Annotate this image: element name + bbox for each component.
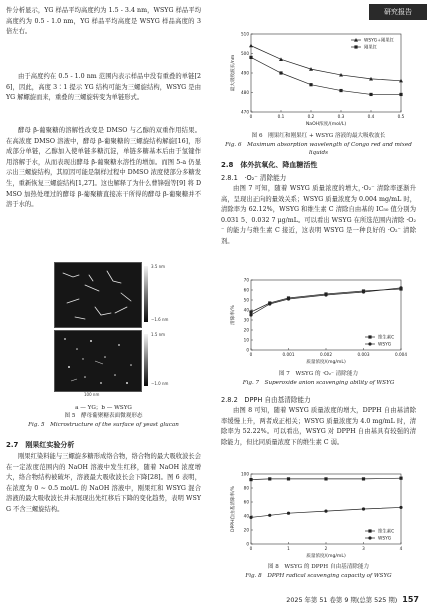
scale-a-top: 3.5 nm (151, 264, 166, 269)
chart-dpph (221, 470, 416, 562)
figure-5-caption-en: Fig. 5 Microstructure of the surface of yeast glucan (28, 422, 179, 428)
legend-marker (368, 335, 371, 338)
afm-image-yg (54, 262, 142, 328)
data-point (249, 478, 252, 481)
heading-2-7: 2.7 刚果红实验分析 (6, 441, 75, 449)
x-tick-label: 1 (287, 546, 290, 551)
chart-superoxide (221, 276, 416, 368)
data-point (268, 514, 271, 517)
heading-2-8-1: 2.8.1 ·O₂⁻ 清除能力 (221, 174, 287, 182)
y-tick-label: 40 (243, 307, 249, 313)
data-point (399, 93, 402, 96)
x-tick-label: 0.5 (397, 114, 405, 119)
y-tick-label: 0 (246, 347, 249, 353)
chart-congo-red (221, 30, 416, 130)
paragraph-superoxide: 由图 7 可知，随着 WSYG 质量浓度的增大，·O₂⁻ 清除率逐渐升高，呈现出正向的量效关系；WSYG 质量浓度为 0.004 mg/mL 时，清除率为 62.12%，WSYG 和维生素 C 清除自由基的 IC₅₀ 值分别为 0.031 5、0.032 7 μg/mL。可以看出 WSYG 在所选范围内清除 ·O₂⁻ 的能力与维生素 C 接近，这表明 WSYG 是一种良好的 ·O₂⁻ 清除剂。 (221, 185, 416, 245)
y-tick-label: 70 (243, 277, 249, 283)
data-point (324, 477, 327, 480)
data-point (249, 310, 252, 313)
y-tick-label: 100 (241, 471, 249, 477)
data-point (249, 313, 252, 316)
x-axis-label: 质量浓度/(mg/mL) (306, 360, 346, 365)
height-scale-a (144, 266, 148, 322)
data-point (279, 57, 283, 61)
x-tick-label: 0.3 (337, 114, 345, 119)
data-point (369, 93, 372, 96)
series-line (251, 46, 401, 81)
figure-7-caption-en: Fig. 7 Superoxide anion scavenging ability of WSYG (242, 380, 395, 386)
data-point (279, 71, 282, 74)
data-point (324, 293, 327, 296)
figure-8-caption-en: Fig. 8 DPPH radical scavenging capacity of WSYG (245, 573, 392, 579)
x-tick-label: 0.003 (357, 352, 370, 357)
page-footer (286, 595, 419, 604)
scale-a-bottom: −1.6 nm (151, 317, 169, 322)
figure-7-caption-cn: 图 7 WSYG 的 ·O₂⁻ 清除能力 (278, 371, 359, 377)
data-point (249, 44, 253, 48)
paragraph-dpph: 由图 8 可知，随着 WSYG 质量浓度的增大，DPPH 自由基清除率缓慢上升，两者成正相关；WSYG 质量浓度为 4.0 mg/mL 时，清除率为 52.22%。可以看出，WSYG 对 DPPH 自由基具有较强的清除能力，但比同质量浓度下的维生素 C 弱。 (221, 407, 416, 446)
figure-6-caption-en: Fig. 6 Maximum absorption wavelength of Congo red and mixed liquids (225, 142, 412, 157)
x-tick-label: 0.001 (282, 352, 295, 357)
data-point (324, 510, 327, 513)
y-tick-label: 40 (243, 513, 249, 519)
data-point (268, 302, 271, 305)
data-point (399, 477, 402, 480)
y-tick-label: 30 (243, 317, 249, 323)
x-tick-label: 0 (249, 114, 253, 119)
data-point (287, 512, 290, 515)
series-line (251, 288, 401, 315)
figure-5-caption-cn: 图 5 酵母葡聚糖表面微观形态 (64, 413, 143, 419)
legend-label: WSYG+刚果红 (364, 38, 395, 44)
legend-marker (368, 342, 371, 345)
legend-label: WSYG (378, 342, 392, 348)
y-tick-label: 470 (241, 109, 249, 115)
y-axis-label: 清除率/% (231, 305, 236, 325)
y-tick-label: 60 (243, 499, 249, 505)
data-point (339, 89, 342, 92)
y-tick-label: 80 (243, 485, 249, 491)
afm-image-wsyg (54, 330, 142, 392)
data-point (362, 290, 365, 293)
page-number: 157 (402, 595, 419, 604)
x-tick-label: 0.4 (367, 114, 375, 119)
legend-label: WSYG (378, 536, 392, 542)
y-tick-label: 490 (241, 70, 249, 76)
journal-issue: 2025 年第 51 卷第 9 期(总第 525 期) (286, 596, 398, 604)
figure-8-caption-cn: 图 8 WSYG 的 DPPH 自由基清除能力 (267, 564, 370, 570)
x-tick-label: 0.2 (307, 114, 315, 119)
afm-texture-yg (55, 263, 141, 327)
data-point (362, 477, 365, 480)
y-tick-label: 20 (243, 527, 249, 533)
scale-b-bottom: −1.0 nm (151, 381, 169, 386)
data-point (249, 56, 252, 59)
x-tick-label: 4 (399, 546, 403, 551)
x-tick-label: 0.002 (320, 352, 332, 357)
paragraph-solubility: 酵母 β-葡聚糖的溶解性改变是 DMSO 与乙醇的双重作用结果。在高浓度 DMSO 溶液中，酵母 β-葡聚糖的三螺旋结构解旋[16]，形成部分单链，乙醇加入使单链多糖沉淀，单链多糖基本后由于氢键作用溶解于水，从而表现出酵母 β-葡聚糖水溶性的增加。而图 5-a 仍显示出三螺旋结构，其原因可能是制样过程中 DMSO 浓度使部分多糖发生，重新恢复三螺旋结构[1,27]。这也解释了为什么曹锋强等[9] 将 DMSO 加热处理过的酵母 β-葡聚糖直接冻干所得的酵母 β-葡聚糖并不溶于水的。 (6, 127, 201, 209)
section-tag: 研究报告 (369, 4, 427, 20)
y-tick-label: 60 (243, 287, 249, 293)
scale-b-top: 1.5 nm (151, 332, 166, 337)
x-tick-label: 0 (249, 546, 253, 551)
figure-6-caption-cn: 图 6 刚果红和刚果红 + WSYG 溶液的最大吸收波长 (251, 133, 386, 139)
legend-marker (368, 536, 371, 539)
y-axis-label: 最大吸收波长/nm (231, 54, 236, 92)
data-point (268, 477, 271, 480)
data-point (287, 297, 290, 300)
x-tick-label: 0.004 (395, 352, 407, 357)
afm-texture-wsyg (55, 331, 141, 391)
legend-marker (368, 529, 371, 532)
x-axis-label: NaOH浓度/(mol/L) (305, 122, 347, 127)
data-point (249, 516, 252, 519)
x-tick-label: 2 (324, 546, 328, 551)
data-point (287, 477, 290, 480)
x-axis-label: 质量浓度/(mg/mL) (306, 554, 346, 559)
heading-2-8: 2.8 体外抗氧化、降血糖活性 (221, 161, 318, 169)
series-line (251, 57, 401, 94)
y-tick-label: 20 (243, 327, 249, 333)
y-tick-label: 500 (241, 51, 249, 56)
y-tick-label: 480 (241, 90, 249, 95)
height-scale-b (144, 334, 148, 386)
x-tick-label: 0 (249, 352, 253, 357)
y-tick-label: 510 (241, 31, 249, 37)
y-axis-label: DPPH自由基清除率/% (231, 485, 236, 533)
paragraph-afm-heights: 件分析显示，YG 样品平均高度约为 1.5 - 3.4 nm，WSYG 样品平均高度约为 0.5 - 1.0 nm，YG 样品平均高度是 WSYG 样品高度的 3 倍左右。 (6, 7, 201, 36)
paragraph-helix-ratio: 由于高度约在 0.5 - 1.0 nm 范围内表示样品中没有重叠的单链[26]，因此，高度 3∶1 提示 YG 结构可能为三螺旋结构，WSYG 是由 YG 解螺旋而来，重叠的三螺旋转变为单链形式。 (6, 73, 201, 102)
data-point (362, 507, 365, 510)
plot-frame (251, 34, 401, 112)
x-tick-label: 0.1 (277, 114, 285, 119)
heading-2-8-2: 2.8.2 DPPH 自由基清除能力 (221, 396, 311, 404)
y-tick-label: 10 (243, 337, 249, 343)
scalebar-label: 100 nm (84, 392, 100, 397)
x-tick-label: 3 (362, 546, 365, 551)
legend-label: 刚果红 (364, 45, 378, 51)
legend-label: 维生素C (378, 335, 395, 341)
y-tick-label: 50 (243, 297, 249, 303)
figure-5-panels: a — YG；b — WSYG (75, 405, 132, 411)
data-point (399, 286, 402, 289)
paragraph-congo-red: 刚果红染料能与三螺旋多糖形成络合物，络合物的最大吸收波长会在一定浓度范围内的 NaOH 溶液中发生红移，随着 NaOH 浓度增大，络合物结构被破坏，溶液最大吸收波长会下降[28]。图 6 表明，在浓度为 0 ~ 0.5 mol/L 的 NaOH 溶液中，刚果红和 WSYG 混合溶液的最大吸收波长并未展现出先红移后下降的变化趋势，表明 WSYG 不含三螺旋结构。 (6, 453, 201, 513)
legend-marker (354, 45, 357, 48)
y-tick-label: 0 (246, 541, 249, 547)
figure-5 (6, 262, 201, 402)
data-point (309, 83, 312, 86)
legend-label: 维生素C (378, 529, 395, 535)
data-point (399, 506, 402, 509)
